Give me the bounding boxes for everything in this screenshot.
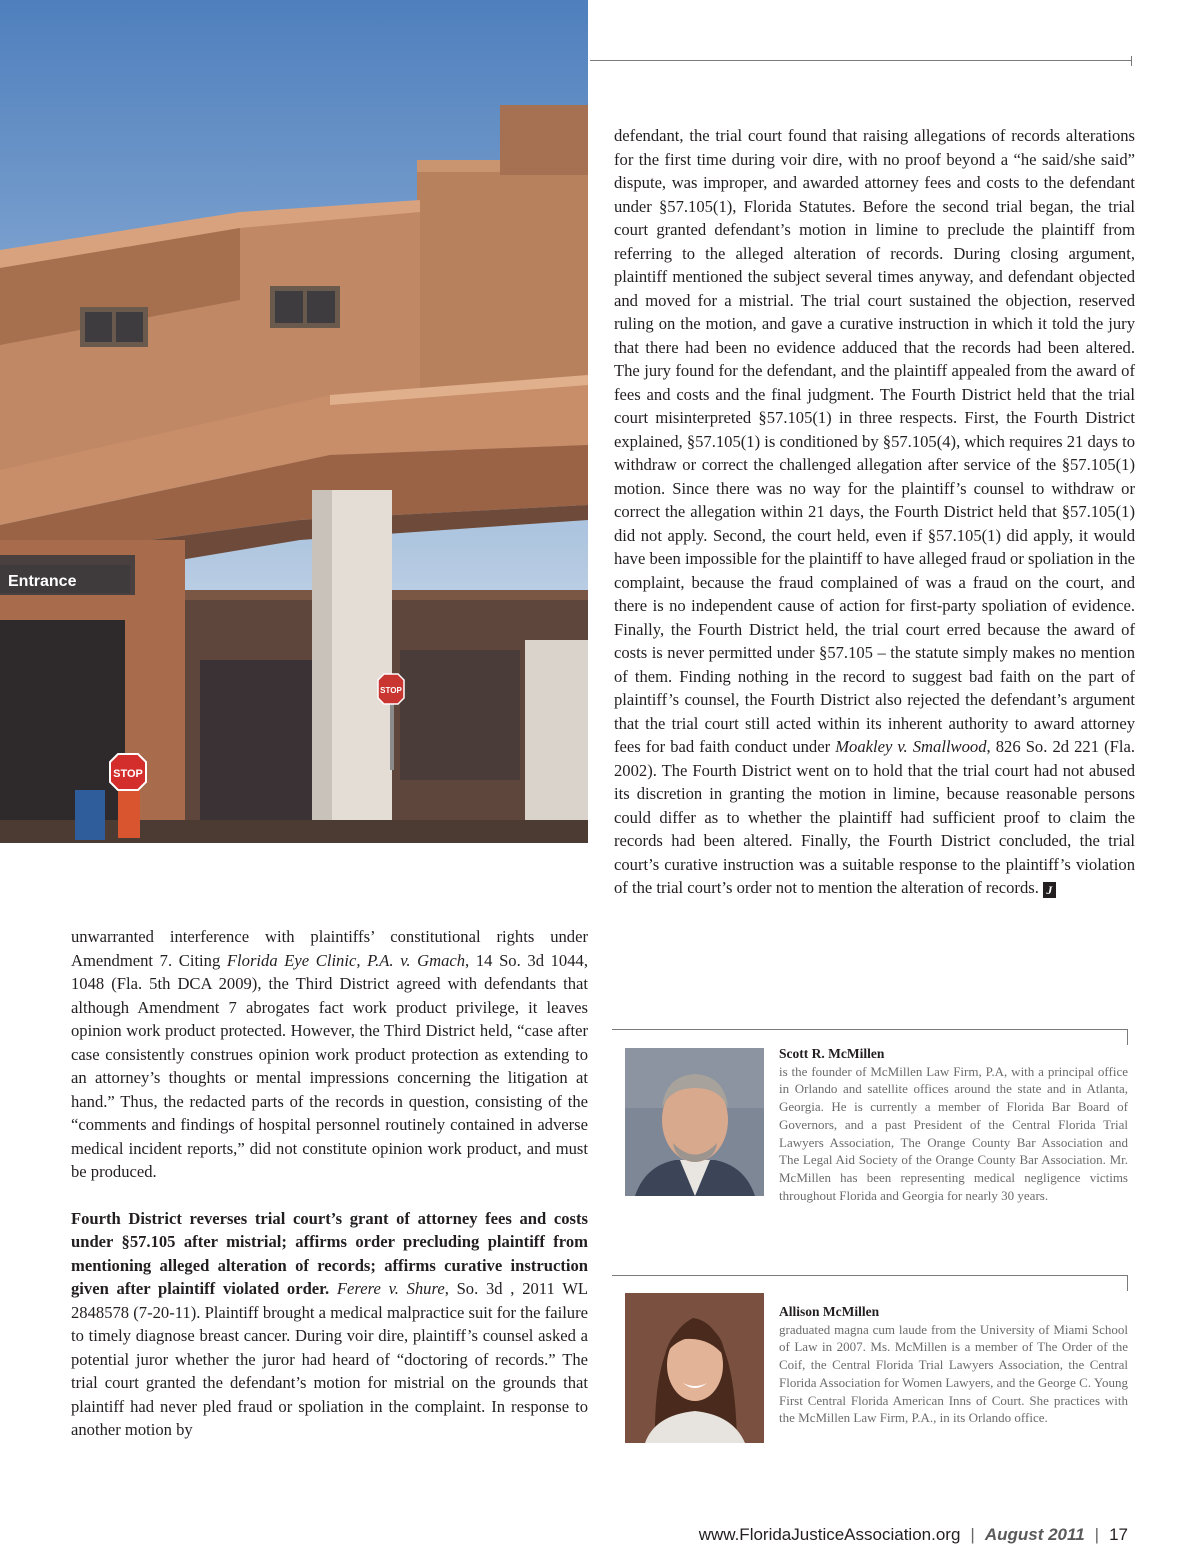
bio-allison-mcmillen: [779, 1303, 1128, 1427]
bio-1-name: Scott R. McMillen: [779, 1046, 885, 1061]
bio-scott-mcmillen: [779, 1045, 1128, 1204]
bio-1-rule: [612, 1029, 1128, 1030]
right-paragraph-text-a: defendant, the trial court found that raising allegations of records alterations for the first time during voir dire, with no proof beyond a “he said/she said” dispute, was improper, and awarded attorney fees and costs to the defendant under §57.105(1), Florida Statutes. Before the second trial began, the trial court granted defendant’s motion in limine to preclude the plaintiff from referring to the alleged alteration of records. During closing argument, plaintiff mentioned the subject several times anyway, and defendant objected and moved for a mistrial. The trial court sustained the objection, reserved ruling on the motion, and gave a curative instruction in which it told the jury that there had been no evidence adduced that the records had been altered. The jury found for the defendant, and the plaintiff appealed from the award of fees and costs and the final judgment. The Fourth District held that the trial court misinterpreted §57.105(1) in three respects. First, the Fourth District explained, §57.105(1) is conditioned by §57.105(4), which requires 21 days to withdraw or correct the challenged allegation after service of the §57.105(1) motion. Since there was no way for the plaintiff’s counsel to withdraw or correct the allegation within 21 days, the Fourth District held that §57.105(1) did not apply. Second, the court held, even if §57.105(1) did apply, it would have been impossible for the plaintiff to have alleged fraud or spoliation in the complaint, because the fraud complained of was a fraud on the court, and there is no independent cause of action for first-party spoliation of evidence. Finally, the Fourth District held, the trial court erred because the award of costs is never permitted under §57.105 – the statute simply makes no mention of them. Finding nothing in the record to suggest bad faith on the part of plaintiff’s counsel, the Fourth District also rejected the defendant’s argument that the trial court still acted within its inherent authority to award attorney fees for bad faith conduct under: [614, 126, 1135, 756]
right-paragraph: [614, 124, 1135, 900]
bio-1-text: is the founder of McMillen Law Firm, P.A, with a principal office in Orlando and satellite offices around the state and in Atlanta, Georgia. He is currently a member of Florida Bar Board of Governors, and a past President of the Central Florida Trial Lawyers Association, The Orange County Bar Association and The Legal Aid Society of the Orange County Bar Association. Mr. McMillen has been representing medical negligence victims throughout Florida and Georgia for nearly 30 years.: [779, 1063, 1128, 1203]
footer-separator-1: |: [970, 1525, 975, 1544]
footer-website[interactable]: www.FloridaJusticeAssociation.org: [698, 1525, 961, 1544]
footer-separator-2: |: [1094, 1525, 1100, 1544]
top-rule-tick: [1131, 56, 1132, 66]
hospital-photo: [0, 0, 588, 843]
left-paragraph-2-text: , So. 3d , 2011 WL 2848578 (7-20-11). Plaintiff brought a medical malpractice suit for the failure to timely diagnose breast cancer. During voir dire, plaintiff’s counsel asked a potential juror whether the juror had heard of “doctoring of records.” The trial court granted the defendant’s motion for mistrial on the grounds that plaintiff had never pled fraud or spoliation in the complaint. In response to another motion by: [71, 1279, 589, 1439]
bio-1-rule-tick: [1127, 1029, 1128, 1045]
bio-2-name: Allison McMillen: [779, 1304, 880, 1319]
left-paragraph-1: [71, 925, 588, 1184]
page-footer: [699, 1525, 1128, 1545]
entrance-sign: [0, 565, 130, 593]
case-citation-gmach: Florida Eye Clinic, P.A. v. Gmach: [226, 950, 466, 970]
right-column: [614, 124, 1135, 900]
bio-2-rule-tick: [1127, 1275, 1128, 1291]
end-mark-icon: J: [1043, 882, 1056, 898]
portrait-scott-mcmillen: [625, 1048, 764, 1196]
portrait-scott-illustration: [625, 1048, 764, 1196]
window-right: [270, 286, 340, 328]
portrait-allison-illustration: [625, 1293, 764, 1443]
bio-2-rule: [612, 1275, 1128, 1276]
case-citation-moakley: Moakley v. Smallwood: [835, 737, 987, 756]
left-column: [71, 925, 588, 1442]
footer-page-number: 17: [1109, 1525, 1128, 1544]
window-left: [80, 307, 148, 347]
stop-sign-back-label: STOP: [380, 686, 402, 695]
case-citation-ferere: Ferere v. Shure: [336, 1279, 445, 1298]
bio-2-text: graduated magna cum laude from the University of Miami School of Law in 2007. Ms. McMillen is a member of The Order of the Coif, the Central Florida Trial Lawyers Association, the Central Florida Association for Women Lawyers, and the George C. Young First Central Florida American Inns of Court. She practices with the McMillen Law Firm, P.A., in its Orlando office.: [779, 1321, 1128, 1426]
right-paragraph-text-b: , 826 So. 2d 221 (Fla. 2002). The Fourth District went on to hold that the trial court had not abused its discretion in granting the motion in limine, because reasonable persons could differ as to whether the plaintiff had sufficient proof to claim the records had been altered. Finally, the Fourth District concluded, the trial court’s curative instruction was a suitable response to the plaintiff’s violation of the trial court’s order not to mention the alteration of records.: [614, 737, 1135, 897]
stop-sign-front-label: STOP: [113, 768, 143, 780]
case-heading: Fourth District reverses trial court’s grant of attorney fees and costs under §57.105 after mistrial; affirms order precluding plaintiff from mentioning alleged alteration of records; affirms curative instruction given after plaintiff violated order.: [71, 1208, 588, 1298]
entrance-sign-label: Entrance: [8, 573, 77, 590]
left-paragraph-1-text-a: unwarranted interference with plaintiffs’ constitutional rights under Amendment 7. Citing: [71, 927, 588, 970]
hospital-building-illustration: [0, 0, 588, 843]
left-paragraph-1-text-b: , 14 So. 3d 1044, 1048 (Fla. 5th DCA 2009), the Third District agreed with defendants that although Amendment 7 abrogates fact work product privilege, it leaves opinion work product protected. However, the Third District held, “case after case consistently construes opinion work product protection as extending to an attorney’s thoughts or mental impressions concerning the litigation at hand.” Thus, the redacted parts of the records in question, consisting of the “comments and findings of hospital personnel routinely contained in adverse medical incident reports,” did not constitute opinion work product, and must be produced.: [71, 950, 588, 1181]
top-rule: [590, 60, 1132, 61]
footer-issue: August 2011: [984, 1525, 1085, 1544]
left-paragraph-2: [71, 1207, 588, 1442]
portrait-allison-mcmillen: [625, 1293, 764, 1443]
